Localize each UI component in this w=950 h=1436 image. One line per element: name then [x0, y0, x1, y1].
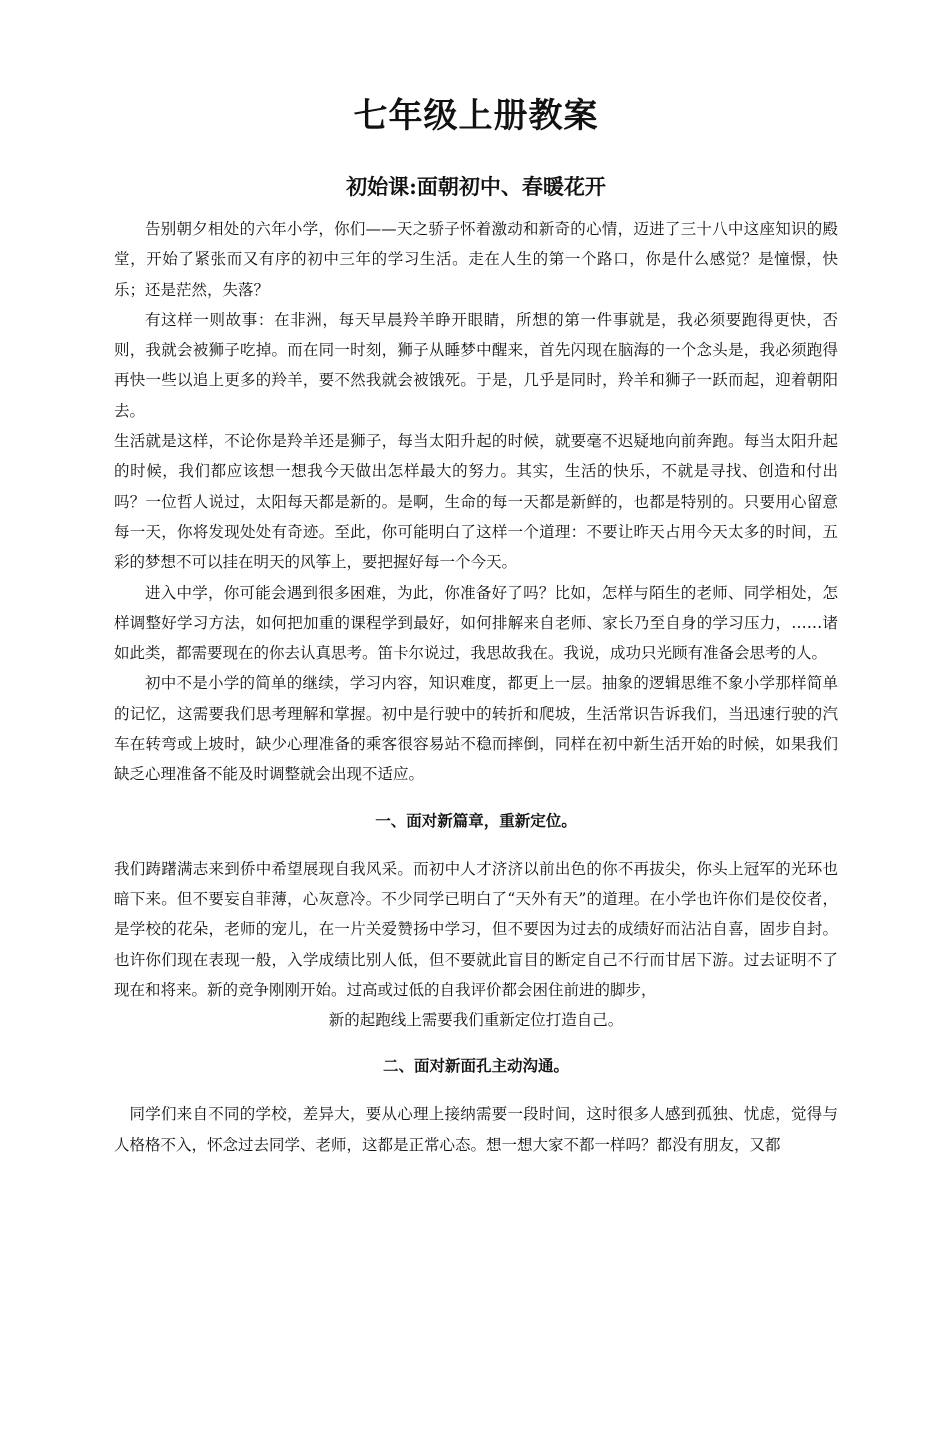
paragraph-intro: 告别朝夕相处的六年小学，你们——天之骄子怀着激动和新奇的心情，迈进了三十八中这座知识的殿堂，开始了紧张而又有序的初中三年的学习生活。走在人生的第一个路口，你是什么感觉？是憧憬，快乐；还是茫然，失落？	[114, 220, 838, 299]
document-page	[0, 92, 950, 1436]
section-1-closing: 新的起跑线上需要我们重新定位打造自己。	[328, 1011, 624, 1030]
section-heading-2: 二、面对新面孔主动沟通。	[382, 1056, 569, 1076]
paragraph-story: 有这样一则故事：在非洲，每天早晨羚羊睁开眼睛，所想的第一件事就是，我必须要跑得更快，否则，我就会被狮子吃掉。而在同一时刻，狮子从睡梦中醒来，首先闪现在脑海的一个念头是，我必须跑得再快一些以追上更多的羚羊，要不然我就会被饿死。于是，几乎是同时，羚羊和狮子一跃而起，迎着朝阳去。	[114, 310, 838, 420]
lesson-title: 初始课:面朝初中、春暖花开	[346, 174, 606, 199]
section-1-body: 我们踌躇满志来到侨中希望展现自我风采。而初中人才济济以前出色的你不再拔尖，你头上冠军的光环也暗下来。但不要妄自菲薄，心灰意冷。不少同学已明白了“天外有天”的道理。在小学也许你们是佼佼者，是学校的花朵，老师的宠儿，在一片关爱赞扬中学习，但不要因为过去的成绩好而沾沾自喜，固步自封。也许你们现在表现一般，入学成绩比别人低，但不要就此盲目的断定自己不行而甘居下游。过去证明不了现在和将来。新的竞争刚刚开始。过高或过低的自我评价都会困住前进的脚步，	[114, 859, 838, 999]
section-2-body: 同学们来自不同的学校，差异大，要从心理上接纳需要一段时间，这时很多人感到孤独、忧虑，觉得与人格格不入，怀念过去同学、老师，这都是正常心态。想一想大家不都一样吗？都没有朋友，又都	[114, 1105, 838, 1154]
paragraph-middle-school: 进入中学，你可能会遇到很多困难，为此，你准备好了吗？比如，怎样与陌生的老师、同学相处，怎样调整好学习方法，如何把加重的课程学到最好，如何排解来自老师、家长乃至自身的学习压力，……诸如此类，都需要现在的你去认真思考。笛卡尔说过，我思故我在。我说，成功只光顾有准备会思考的人。	[114, 583, 838, 663]
section-heading-1: 一、面对新篇章，重新定位。	[375, 810, 577, 830]
paragraph-life: 生活就是这样，不论你是羚羊还是狮子，每当太阳升起的时候，就要毫不迟疑地向前奔跑。每当太阳升起的时候，我们都应该想一想我今天做出怎样最大的努力。其实，生活的快乐，不就是寻找、创造和付出吗？一位哲人说过，太阳每天都是新的。是啊，生命的每一天都是新鲜的，也都是特别的。只要用心留意每一天，你将发现处处有奇迹。至此，你可能明白了这样一个道理：不要让昨天占用今天太多的时间，五彩的梦想不可以挂在明天的风筝上，要把握好每一个今天。	[114, 432, 838, 572]
paragraph-not-continuation: 初中不是小学的简单的继续，学习内容，知识难度，都更上一层。抽象的逻辑思维不象小学那样简单的记忆，这需要我们思考理解和掌握。初中是行驶中的转折和爬坡，生活常识告诉我们，当迅速行驶的汽车在转弯或上坡时，缺少心理准备的乘客很容易站不稳而摔倒，同样在初中新生活开始的时候，如果我们缺乏心理准备不能及时调整就会出现不适应。	[114, 674, 838, 784]
document-title: 七年级上册教案	[353, 96, 599, 136]
